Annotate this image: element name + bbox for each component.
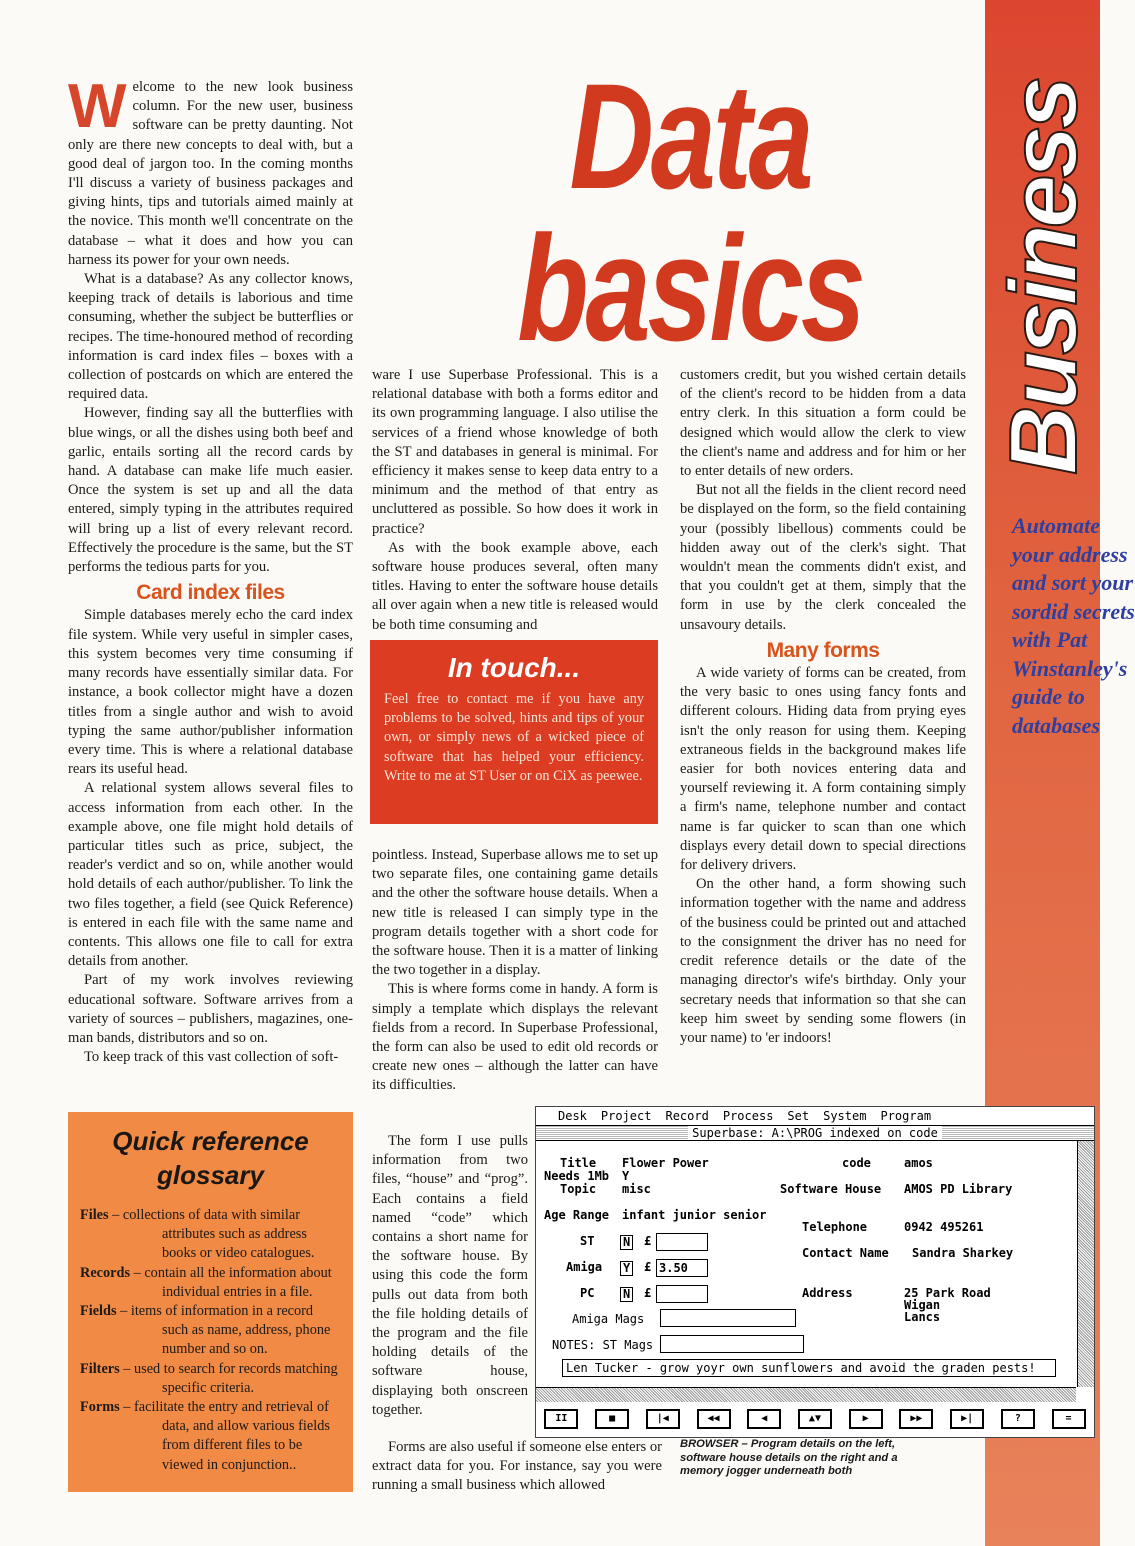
column-1: [68, 72, 353, 1067]
toggle-button[interactable]: ▲▼: [798, 1409, 832, 1429]
amiga-flag[interactable]: Y: [620, 1261, 633, 1276]
label-house: Software House: [780, 1182, 882, 1196]
in-touch-box: [370, 640, 658, 824]
menu-set[interactable]: Set: [787, 1109, 810, 1123]
last-record-button[interactable]: ▶|: [950, 1409, 984, 1429]
intro-paragraph: Welcome to the new look business column. For the new user, business software can be pretty daunting. Not only are there new concepts to deal with, but a good deal of jargon too. In the coming months I'll discuss a variety of business packages and giving hints, tips and tutorials aimed mainly at the novice. This month we'll concentrate on the database – what it does and how you can harness its power for your own needs.: [68, 72, 353, 268]
currency-pc: £: [644, 1286, 652, 1300]
value-house: AMOS PD Library: [904, 1182, 1013, 1196]
value-topic: misc: [622, 1182, 651, 1196]
record-toolbar: [536, 1404, 1094, 1434]
label-title: Title: [560, 1156, 597, 1170]
note-field[interactable]: [562, 1359, 1056, 1377]
horizontal-scrollbar[interactable]: [536, 1387, 1076, 1402]
value-address-1: 25 Park Road: [904, 1286, 991, 1300]
fast-back-button[interactable]: ◀◀: [697, 1409, 731, 1429]
standfirst-line: with Pat: [1012, 627, 1088, 652]
paragraph: But not all the fields in the client record need be displayed on the form, so the field containing your (possibly libellous) comments could be hidden away out of the clerk's sight. That wouldn't mean the comments didn't exist, and that you couldn't get at them, simply that the form in use by the clerk concealed the unsavoury details.: [680, 482, 966, 633]
paragraph: Forms are also useful if someone else enters or extract data for you. For instance, say you were running a small business which allowed: [372, 1439, 662, 1494]
value-age: infant junior senior: [622, 1208, 767, 1222]
label-st: ST: [580, 1234, 595, 1248]
title-line-2: basics: [517, 204, 863, 372]
column-2-bottom: [372, 1438, 662, 1496]
pc-flag[interactable]: N: [620, 1287, 633, 1302]
currency-amiga: £: [644, 1260, 652, 1274]
label-address: Address: [802, 1286, 853, 1300]
standfirst-line: sordid secrets: [1012, 598, 1135, 624]
paragraph: The form I use pulls information from two files, “house” and “prog”. Each contains a field named “code” which contains a short name for the software house. By using this code the form pulls out data from both the file holding details of the program and the file holding details of the software house, displaying both onscreen together.: [372, 1133, 528, 1418]
menu-record[interactable]: Record: [665, 1109, 709, 1123]
paragraph: customers credit, but you wished certain details of the client's record to be hidden from a data entry clerk. In this situation a form could be designed which would allow the clerk to view the client's name and address and for him or her to enter details of new orders.: [680, 367, 966, 480]
standfirst-line: Automate: [1012, 513, 1101, 538]
help-button[interactable]: ?: [1001, 1409, 1035, 1429]
drop-cap: W: [68, 72, 127, 141]
paragraph: A relational system allows several files to access information from each other. In the example above, one file might hold details of particular titles such as price, subject, the reader's verdict and so on, while another would hold details of each author/publisher. To link the two files together, a field (see Quick Reference) is entered in each file with the same name and contents. This allows one file to call for extra details from another.: [68, 780, 353, 970]
label-notes: NOTES: ST Mags: [552, 1338, 654, 1352]
column-3: [680, 366, 966, 1048]
label-age: Age Range: [544, 1208, 610, 1222]
paragraph: pointless. Instead, Superbase allows me to set up two separate files, one containing game details and the other the software house details. When a new title is released I can simply type in the program details together with a short code for the software house. Then it is a matter of linking the two together in a display.: [372, 847, 658, 979]
amiga-price-value: 3.50: [659, 1261, 688, 1275]
paragraph: A wide variety of forms can be created, from the very basic to ones using fancy fonts and different colours. Hiding data from prying eyes isn't the only reason for using them. Keeping extraneous fields in the background makes life easier for both novices entering data and yourself reviewing it. A form containing simply a firm's name, telephone number and contact name is far quicker to scan than one which displays every detail down to special directions for delivery drivers.: [680, 665, 966, 874]
paragraph: To keep track of this vast collection of soft-: [84, 1049, 339, 1066]
st-flag[interactable]: N: [620, 1235, 633, 1250]
value-contact: Sandra Sharkey: [912, 1246, 1014, 1260]
st-mags-field[interactable]: [660, 1335, 804, 1353]
value-address-3: Lancs: [904, 1310, 941, 1324]
equals-button[interactable]: =: [1052, 1409, 1086, 1429]
paragraph: Part of my work involves reviewing educational software. Software arrives from a variety of sources – publishers, magazines, one-man bands, distributors and so on.: [68, 972, 353, 1046]
pause-button[interactable]: II: [544, 1409, 578, 1429]
standfirst-line: and sort your: [1012, 570, 1134, 595]
subheading-card-index: Card index files: [136, 581, 285, 605]
glossary-item: Filters – used to search for records matching specific criteria.: [80, 1360, 338, 1396]
window-title-bar[interactable]: [536, 1126, 1094, 1141]
value-title: Flower Power: [622, 1156, 709, 1170]
column-2-middle: [372, 846, 658, 1096]
glossary-item: Forms – facilitate the entry and retrieval of data, and allow various fields from different files to be viewed in conjunction..: [80, 1399, 330, 1473]
paragraph: What is a database? As any collector knows, keeping track of details is laborious and time consuming, whether the subject be butterflies or recipes. The time-honoured method of recording information is card index files – boxes with a collection of postcards on which are entered the required data.: [68, 271, 353, 403]
value-needs: Y: [622, 1169, 630, 1183]
menu-project[interactable]: Project: [600, 1109, 652, 1123]
menu-bar: [536, 1107, 1094, 1126]
glossary-item: Files – collections of data with similar attributes such as address books or video catalogues.: [80, 1207, 315, 1262]
value-address-2: Wigan: [904, 1298, 941, 1312]
superbase-screenshot: [535, 1106, 1095, 1438]
column-2-narrow: [372, 1132, 528, 1420]
paragraph: This is where forms come in handy. A form is simply a template which displays the relevant fields from a record. In Superbase Professional, the form can also be used to edit old records or create new ones – although the latter can have its difficulties.: [372, 981, 658, 1094]
column-2-top: [372, 366, 658, 635]
label-amiga: Amiga: [566, 1260, 603, 1274]
first-record-button[interactable]: |◀: [646, 1409, 680, 1429]
fast-forward-button[interactable]: ▶▶: [899, 1409, 933, 1429]
amiga-price-field[interactable]: [656, 1259, 708, 1277]
vertical-scrollbar[interactable]: [1077, 1141, 1094, 1387]
glossary-item: Records – contain all the information about individual entries in a file.: [80, 1264, 332, 1300]
st-price-field[interactable]: [656, 1233, 708, 1251]
menu-system[interactable]: System: [823, 1109, 867, 1123]
standfirst-line: databases: [1012, 712, 1100, 738]
subheading-many-forms: Many forms: [766, 638, 880, 662]
menu-program[interactable]: Program: [880, 1109, 932, 1123]
window-title: Superbase: A:\PROG indexed on code: [688, 1126, 942, 1140]
label-topic: Topic: [560, 1182, 597, 1196]
paragraph: However, finding say all the butterflies with blue wings, or all the dishes using both beef and garlic, entails sorting all the record cards by hand. A database can make life much easier. Once the system is set up and all the data entered, simply typing in the attributes required will bring up a list of every relevant record. Effectively the procedure is the same, but the ST performs the tedious parts for you.: [68, 405, 353, 576]
page-title: [507, 52, 874, 372]
in-touch-heading: In touch...: [447, 652, 581, 683]
label-amiga-mags: Amiga Mags: [572, 1312, 645, 1326]
paragraph: Simple databases merely echo the card index file system. While very useful in simpler cases, this system becomes very time consuming if many records have essentially similar data. For instance, a book collector might have a dozen titles from a single author and wish to avoid typing the same author/publisher information every time. This is where a relational database rears its useful head.: [68, 607, 353, 778]
pc-price-field[interactable]: [656, 1285, 708, 1303]
standfirst-line: guide to: [1012, 684, 1085, 709]
paragraph: As with the book example above, each software house produces several, often many titles. Having to enter the software house details all over again when a new title is released would be both time consuming and: [372, 539, 658, 633]
label-needs: Needs 1Mb: [544, 1169, 610, 1183]
glossary-item: Fields – items of information in a record such as name, address, phone number and so on.: [80, 1303, 331, 1358]
in-touch-body: Feel free to contact me if you have any problems to be solved, hints and tips of your own, or simply news of a wicked piece of software that has helped your efficiency. Write to me at ST User or on CiX as peewee.: [384, 691, 644, 784]
menu-desk[interactable]: Desk: [558, 1109, 587, 1123]
label-telephone: Telephone: [802, 1220, 868, 1234]
amiga-mags-field[interactable]: [660, 1309, 796, 1327]
screenshot-caption: BROWSER – Program details on the left, software house details on the right and a memory jogger underneath both: [680, 1438, 898, 1478]
value-telephone: 0942 495261: [904, 1220, 984, 1234]
note-value: Len Tucker - grow yoyr own sunflowers and avoid the graden pests!: [566, 1361, 1036, 1375]
title-line-1: Data: [569, 52, 811, 220]
standfirst: [1012, 512, 1135, 740]
standfirst-line: your address: [1012, 541, 1128, 567]
glossary-box: [68, 1112, 353, 1492]
standfirst-line: Winstanley's: [1012, 655, 1128, 681]
paragraph: On the other hand, a form showing such information together with the name and address of the business could be printed out and attached to the consignment the driver has no need for credit reference details or the date of the managing director's wife's birthday. Only your secretary needs that information so that she can keep him sweet by sending some flowers (in your name) to 'er indoors!: [680, 876, 966, 1046]
next-record-button[interactable]: ▶: [849, 1409, 883, 1429]
section-label: Business: [990, 80, 1097, 475]
value-code: amos: [904, 1156, 933, 1170]
currency-st: £: [644, 1234, 652, 1248]
label-contact: Contact Name: [802, 1246, 889, 1260]
glossary-heading: Quick reference glossary: [112, 1126, 309, 1190]
label-code: code: [842, 1156, 871, 1170]
menu-process[interactable]: Process: [722, 1109, 774, 1123]
previous-record-button[interactable]: ◀: [747, 1409, 781, 1429]
stop-button[interactable]: ■: [595, 1409, 629, 1429]
label-pc: PC: [580, 1286, 595, 1300]
paragraph: ware I use Superbase Professional. This is a relational database with both a forms editor and its own programming language. I also utilise the services of a friend whose knowledge of both the ST and databases in general is minimal. For efficiency it makes sense to keep data entry to a minimum and the method of that entry as uncluttered as possible. So how does it work in practice?: [372, 367, 658, 537]
